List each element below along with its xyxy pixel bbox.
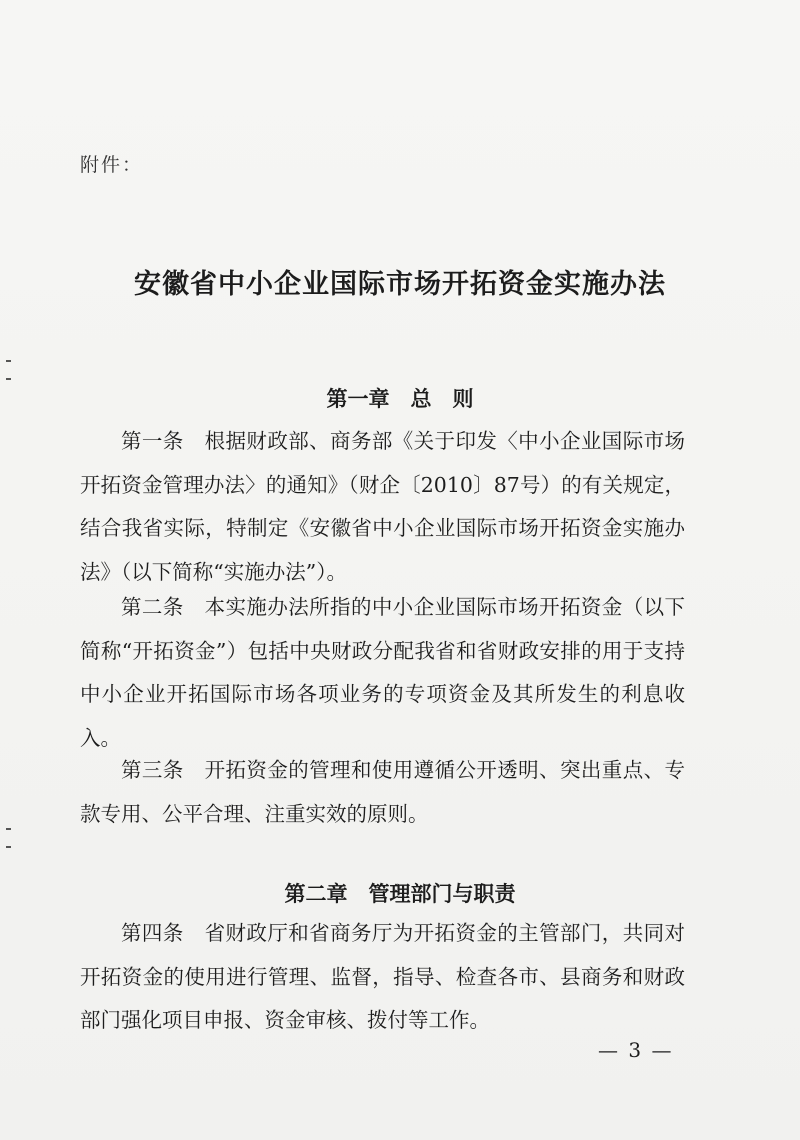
binding-mark <box>6 846 11 848</box>
article-4: 第四条 省财政厅和省商务厅为开拓资金的主管部门，共同对开拓资金的使用进行管理、监督，指导、检查各市、县商务和财政部门强化项目申报、资金审核、拨付等工作。 <box>80 921 685 1032</box>
chapter-heading-1: 第一章 总 则 <box>326 387 474 411</box>
article-2: 第二条 本实施办法所指的中小企业国际市场开拓资金（以下简称“开拓资金”）包括中央财政分配我省和省财政安排的用于支持中小企业开拓国际市场各项业务的专项资金及其所发生的利息收入。 <box>80 595 685 750</box>
binding-mark <box>6 378 11 380</box>
binding-mark <box>6 360 11 362</box>
article-1: 第一条 根据财政部、商务部《关于印发〈中小企业国际市场开拓资金管理办法〉的通知》（财企〔2010〕87号）的有关规定，结合我省实际，特制定《安徽省中小企业国际市场开拓资金实施办法》（以下简称“实施办法”）。 <box>80 429 685 584</box>
binding-mark <box>6 828 11 830</box>
attachment-label: 附件： <box>80 154 144 176</box>
document-title: 安徽省中小企业国际市场开拓资金实施办法 <box>134 269 666 300</box>
chapter-heading-2: 第二章 管理部门与职责 <box>284 882 516 906</box>
page-number: — 3 — <box>598 1038 674 1062</box>
article-3: 第三条 开拓资金的管理和使用遵循公开透明、突出重点、专款专用、公平合理、注重实效的原则。 <box>80 758 685 826</box>
